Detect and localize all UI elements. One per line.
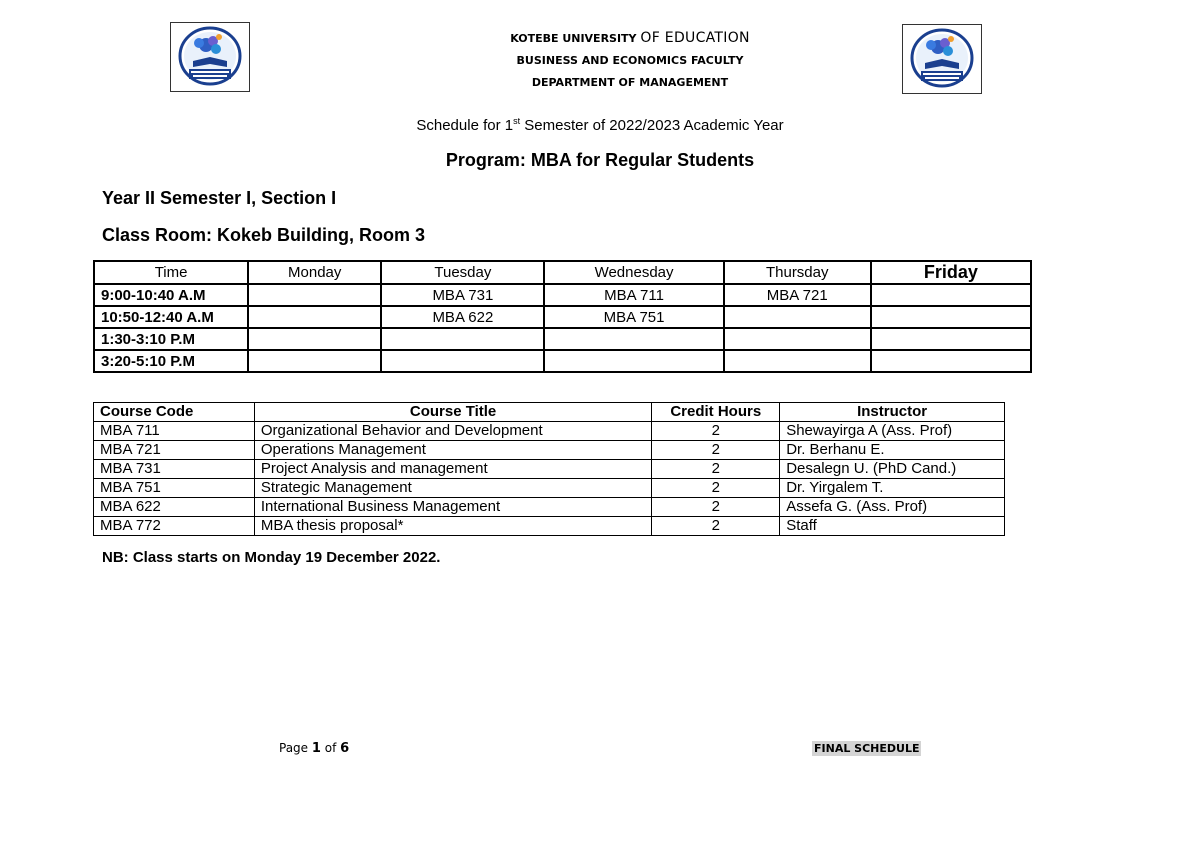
timetable-cell [248, 350, 381, 372]
timetable-cell: MBA 721 [724, 284, 871, 306]
timetable [93, 260, 1032, 373]
timetable-cell [724, 350, 871, 372]
timetable-cell: MBA 711 [544, 284, 723, 306]
schedule-title-sup: st [513, 116, 521, 126]
timetable-cell [544, 328, 723, 350]
timetable-cell [871, 350, 1031, 372]
class-start-note: NB: Class starts on Monday 19 December 2022. [102, 549, 441, 566]
timetable-cell [248, 306, 381, 328]
timetable-header-cell: Thursday [724, 261, 871, 284]
course-row [94, 460, 1005, 479]
university-name [0, 30, 1200, 46]
timetable-row [94, 306, 1031, 328]
timetable-header-cell: Monday [248, 261, 381, 284]
final-schedule-label: FINAL SCHEDULE [814, 742, 920, 755]
course-header-cell: Credit Hours [652, 403, 780, 422]
faculty-name: BUSINESS AND ECONOMICS FACULTY [516, 54, 744, 67]
course-instructor: Assefa G. (Ass. Prof) [780, 498, 1005, 517]
course-code: MBA 622 [94, 498, 255, 517]
program-title: Program: MBA for Regular Students [445, 150, 755, 170]
course-code: MBA 711 [94, 422, 255, 441]
course-instructor: Dr. Yirgalem T. [780, 479, 1005, 498]
course-credit-hours: 2 [652, 460, 780, 479]
course-header-cell: Course Title [254, 403, 652, 422]
timetable-time-cell: 1:30-3:10 P.M [94, 328, 248, 350]
course-header-cell: Course Code [94, 403, 255, 422]
timetable-cell [248, 328, 381, 350]
page-of-word: of [320, 741, 341, 755]
course-row [94, 517, 1005, 536]
timetable-time-cell: 3:20-5:10 P.M [94, 350, 248, 372]
course-header-cell: Instructor [780, 403, 1005, 422]
timetable-cell: MBA 731 [381, 284, 544, 306]
timetable-header-row [94, 261, 1031, 284]
timetable-cell: MBA 622 [381, 306, 544, 328]
course-instructor: Desalegn U. (PhD Cand.) [780, 460, 1005, 479]
timetable-cell [871, 284, 1031, 306]
course-instructor: Dr. Berhanu E. [780, 441, 1005, 460]
course-instructor: Shewayirga A (Ass. Prof) [780, 422, 1005, 441]
schedule-title-after: Semester of 2022/2023 Academic Year [520, 117, 784, 134]
timetable-cell [381, 328, 544, 350]
course-code: MBA 731 [94, 460, 255, 479]
timetable-time-cell: 9:00-10:40 A.M [94, 284, 248, 306]
course-code: MBA 751 [94, 479, 255, 498]
page-word: Page [279, 741, 312, 755]
course-title: Project Analysis and management [254, 460, 652, 479]
course-instructor: Staff [780, 517, 1005, 536]
schedule-title-before: Schedule for 1 [416, 117, 514, 134]
university-name-suffix: OF EDUCATION [640, 30, 750, 46]
course-credit-hours: 2 [652, 517, 780, 536]
course-title: Organizational Behavior and Development [254, 422, 652, 441]
page-total: 6 [340, 741, 350, 756]
course-credit-hours: 2 [652, 498, 780, 517]
department-name: DEPARTMENT OF MANAGEMENT [531, 76, 729, 89]
course-row [94, 422, 1005, 441]
timetable-cell [724, 306, 871, 328]
timetable-header-cell: Tuesday [381, 261, 544, 284]
timetable-header-cell: Wednesday [544, 261, 723, 284]
course-credit-hours: 2 [652, 479, 780, 498]
timetable-cell [248, 284, 381, 306]
timetable-cell: MBA 751 [544, 306, 723, 328]
timetable-cell [871, 328, 1031, 350]
course-code: MBA 721 [94, 441, 255, 460]
page-number [279, 741, 349, 756]
course-table [93, 402, 1005, 536]
course-header-row [94, 403, 1005, 422]
course-title: MBA thesis proposal* [254, 517, 652, 536]
timetable-time-cell: 10:50-12:40 A.M [94, 306, 248, 328]
page-current: 1 [311, 741, 321, 756]
year-section: Year II Semester I, Section I [102, 188, 337, 208]
course-title: International Business Management [254, 498, 652, 517]
course-row [94, 441, 1005, 460]
classroom: Class Room: Kokeb Building, Room 3 [102, 225, 426, 245]
timetable-header-cell: Friday [871, 261, 1031, 284]
timetable-row [94, 350, 1031, 372]
timetable-row [94, 284, 1031, 306]
timetable-cell [724, 328, 871, 350]
timetable-cell [871, 306, 1031, 328]
course-credit-hours: 2 [652, 422, 780, 441]
timetable-cell [381, 350, 544, 372]
course-row [94, 498, 1005, 517]
course-code: MBA 772 [94, 517, 255, 536]
course-credit-hours: 2 [652, 441, 780, 460]
course-row [94, 479, 1005, 498]
timetable-cell [544, 350, 723, 372]
course-title: Strategic Management [254, 479, 652, 498]
timetable-header-cell: Time [94, 261, 248, 284]
university-name-prefix: KOTEBE UNIVERSITY [510, 32, 637, 45]
timetable-row [94, 328, 1031, 350]
schedule-title [0, 116, 1200, 134]
course-title: Operations Management [254, 441, 652, 460]
